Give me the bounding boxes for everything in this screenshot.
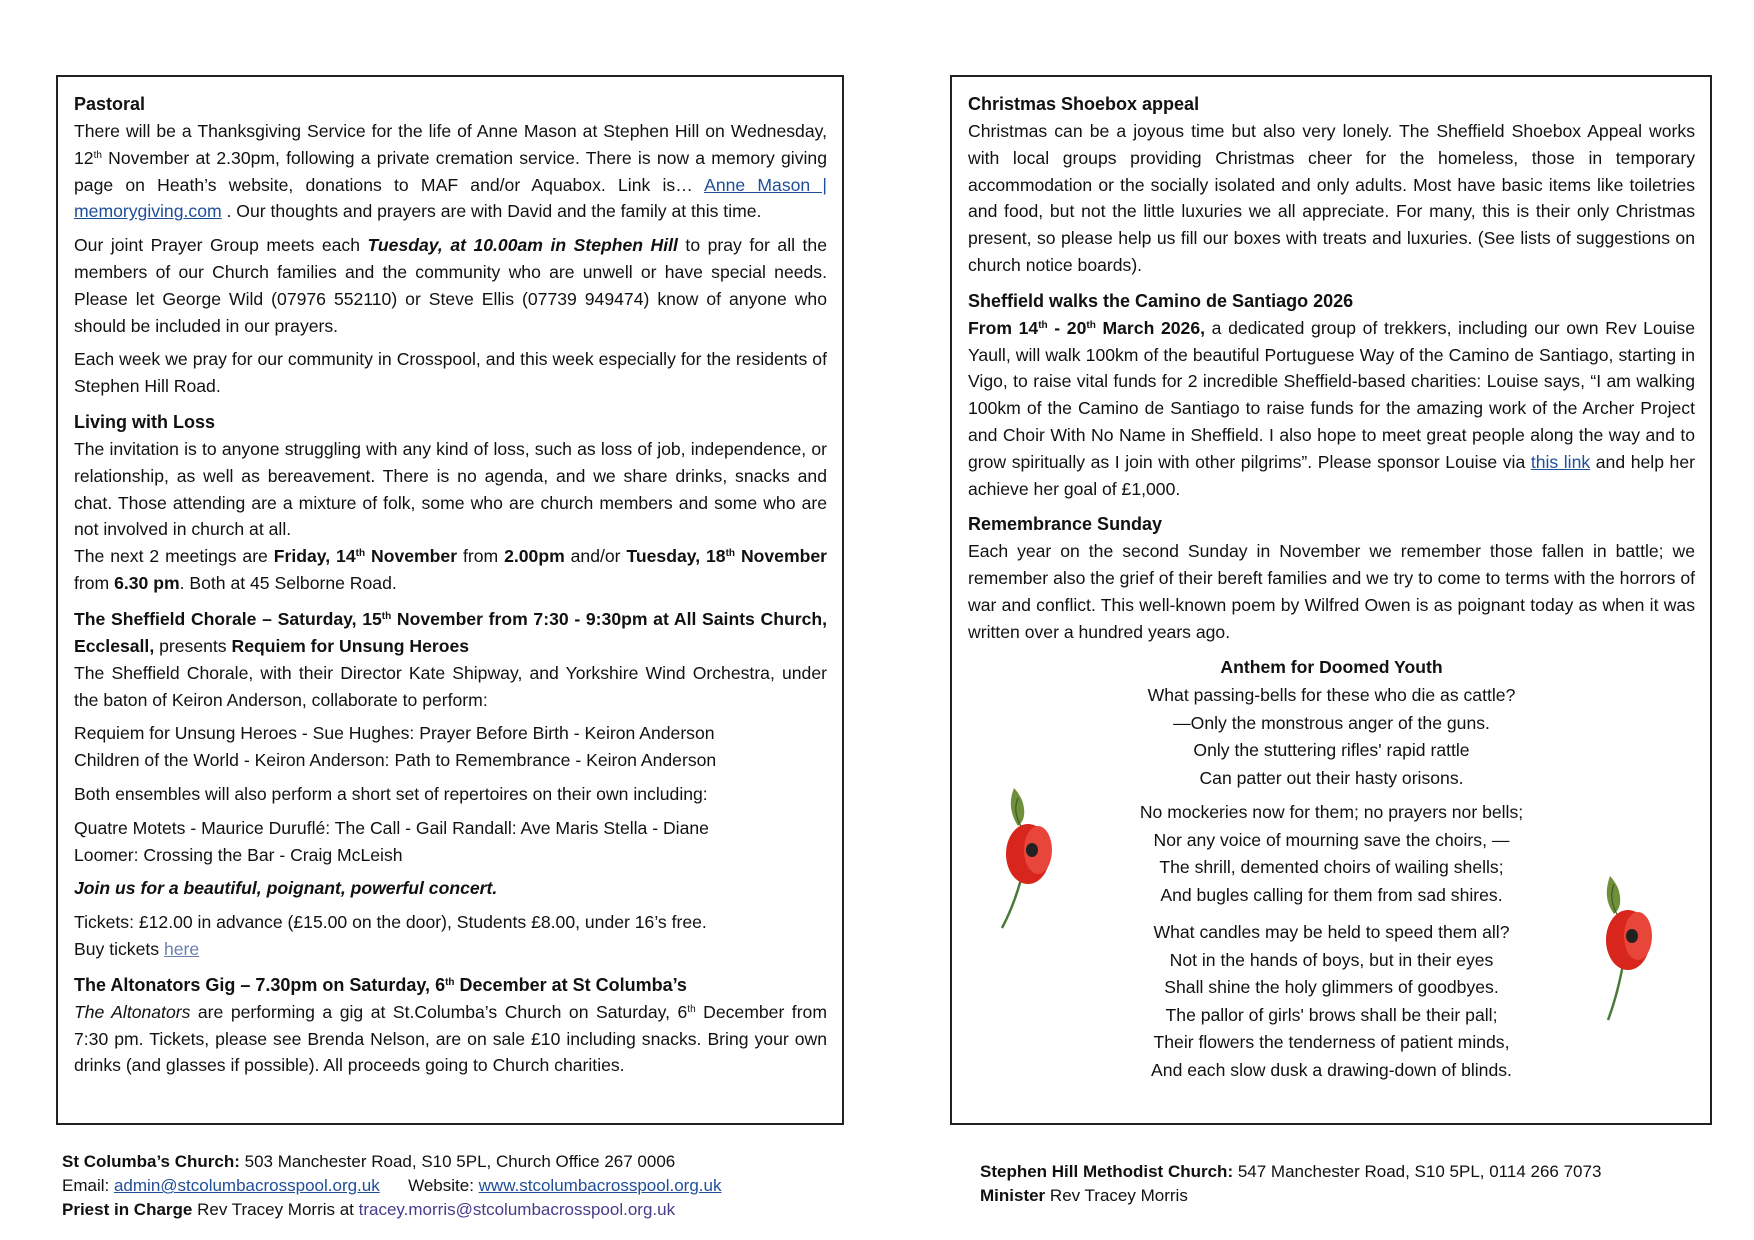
loss-invitation-paragraph: The invitation is to anyone struggling with any kind of loss, such as loss of job, independence, or relationship, as well as bereavement. There is no agenda, and we share drinks, snacks and chat. Those attending are a mixture of folk, some who are church members and some who are not involved in church at all.: [74, 438, 827, 540]
shoebox-paragraph: Christmas can be a joyous time but also very lonely. The Sheffield Shoebox Appeal works with local groups providing Christmas cheer for the homeless, those in temporary accommodation or the socially isolated and only adults. Most have basic items like toiletries and food, but not the little luxuries we all appreciate. For many, this is their only Christmas present, so please help us fill our boxes with treats and luxuries. (See lists of suggestions on church notice boards).: [968, 121, 1695, 275]
sponsor-link[interactable]: this link: [1530, 451, 1591, 472]
buy-tickets-link[interactable]: here: [163, 938, 200, 959]
poppy-icon: [988, 778, 1068, 938]
chorale-heading: The Sheffield Chorale – Saturday, 15th November from 7:30 - 9:30pm at All Saints Church, Ecclesall, presents Requiem for Unsung Heroes: [74, 608, 827, 656]
st-columba-contacts: Email: admin@stcolumbacrosspool.org.uk Website: www.stcolumbacrosspool.org.uk: [62, 1176, 722, 1195]
remembrance-paragraph: Each year on the second Sunday in November we remember those fallen in battle; we remember also the grief of their bereft families and we try to come to terms with the horrors of war and conflict. This well-known poem by Wilfred Owen is as poignant today as when it was written over a hundred years ago.: [968, 541, 1695, 642]
pastoral-heading: Pastoral: [74, 94, 146, 114]
chorale-ensembles-text: Both ensembles will also perform a short set of repertoires on their own including:: [74, 783, 708, 804]
loss-meetings-paragraph: The next 2 meetings are Friday, 14th November from 2.00pm and/or Tuesday, 18th November from 6.30 pm. Both at 45 Selborne Road.: [74, 546, 827, 593]
poem-stanza-3: What candles may be held to speed them all? Not in the hands of boys, but in their eyes Shall shine the holy glimmers of goodbyes. The pallor of girls' brows shall be their pall; Their flowers the tenderness of patient minds, And each slow dusk a drawing-down of blinds.: [1151, 922, 1512, 1080]
chorale-programme-2: Quatre Motets - Maurice Duruflé: The Call - Gail Randall: Ave Maris Stella - Diane Loomer: Crossing the Bar - Craig McLeish: [74, 817, 709, 865]
pastoral-thanksgiving-paragraph: There will be a Thanksgiving Service for the life of Anne Mason at Stephen Hill on Wednesday, 12th November at 2.30pm, following a private cremation service. There is now a memory giving page on Heath’s website, donations to MAF and/or Aquabox. Link is… Anne Mason | memorygiving.com . Our thoughts and prayers are with David and the family at this time.: [74, 121, 827, 222]
altonators-paragraph: The Altonators are performing a gig at St.Columba’s Church on Saturday, 6th December from 7:30 pm. Tickets, please see Brenda Nelson, are on sale £10 including snacks. Bring your own drinks (and glasses if possible). All proceeds going to Church charities.: [74, 1001, 827, 1076]
prayer-group-paragraph: Our joint Prayer Group meets each Tuesday, at 10.00am in Stephen Hill to pray for all the members of our Church families and the community who are unwell or have special needs. Please let George Wild (07976 552110) or Steve Ellis (07739 949474) know of anyone who should be included in our prayers.: [74, 235, 827, 336]
chorale-join-us: Join us for a beautiful, poignant, powerful concert.: [74, 878, 498, 899]
chorale-programme-1: Requiem for Unsung Heroes - Sue Hughes: Prayer Before Birth - Keiron Anderson Children of the World - Keiron Anderson: Path to Remembrance - Keiron Anderson: [74, 723, 717, 771]
admin-email-link[interactable]: admin@stcolumbacrosspool.org.uk: [113, 1176, 380, 1195]
community-prayer-paragraph: Each week we pray for our community in Crosspool, and this week especially for the residents of Stephen Hill Road.: [74, 349, 827, 397]
priest-in-charge: Priest in Charge Rev Tracey Morris at tracey.morris@stcolumbacrosspool.org.uk: [62, 1200, 676, 1219]
chorale-intro-paragraph: The Sheffield Chorale, with their Director Kate Shipway, and Yorkshire Wind Orchestra, under the baton of Keiron Anderson, collaborate to perform:: [74, 662, 827, 710]
st-columba-footer: [62, 1150, 721, 1222]
poppy-icon-2: [1586, 870, 1666, 1030]
poem-title: Anthem for Doomed Youth: [1220, 656, 1443, 677]
website-link[interactable]: www.stcolumbacrosspool.org.uk: [478, 1176, 722, 1195]
camino-heading: Sheffield walks the Camino de Santiago 2026: [968, 290, 1354, 311]
shoebox-heading: Christmas Shoebox appeal: [968, 94, 1200, 114]
stephen-hill-address: Stephen Hill Methodist Church: 547 Manchester Road, S10 5PL, 0114 266 7073: [980, 1162, 1602, 1181]
remembrance-heading: Remembrance Sunday: [968, 514, 1163, 535]
poem-stanza-1: What passing-bells for these who die as cattle? —Only the monstrous anger of the guns. Only the stuttering rifles' rapid rattle Can patter out their hasty orisons.: [1147, 685, 1516, 788]
left-newsletter-column: [56, 75, 844, 1125]
altonators-heading: The Altonators Gig – 7.30pm on Saturday, 6th December at St Columba’s: [74, 974, 687, 995]
living-with-loss-heading: Living with Loss: [74, 411, 216, 432]
camino-paragraph: From 14th - 20th March 2026, a dedicated group of trekkers, including our own Rev Louise Yaull, will walk 100km of the beautiful Portuguese Way of the Camino de Santiago, starting in Vigo, to raise vital funds for 2 incredible Sheffield-based charities: Louise says, “I am walking 100km of the Camino de Santiago to raise funds for the amazing work of the Archer Project and Choir With No Name in Sheffield. I also hope to meet great people along the way and to grow spiritually as I join with other pilgrims”. Please sponsor Louise via this link and help her achieve her goal of £1,000.: [968, 317, 1695, 499]
chorale-tickets: Tickets: £12.00 in advance (£15.00 on the door), Students £8.00, under 16’s free.: [74, 912, 707, 933]
stephen-hill-minister: Minister Rev Tracey Morris: [980, 1186, 1188, 1205]
st-columba-address: St Columba’s Church: 503 Manchester Road, S10 5PL, Church Office 267 0006: [62, 1152, 676, 1171]
poem-stanza-2: No mockeries now for them; no prayers nor bells; Nor any voice of mourning save the choirs, — The shrill, demented choirs of wailing shells; And bugles calling for them from sad shires.: [1139, 802, 1524, 905]
memorygiving-link[interactable]: Anne Mason | memorygiving.com: [74, 174, 827, 222]
chorale-buy-tickets: Buy tickets here: [74, 938, 200, 959]
priest-email-link[interactable]: tracey.morris@stcolumbacrosspool.org.uk: [358, 1200, 676, 1219]
stephen-hill-footer: [980, 1160, 1601, 1208]
